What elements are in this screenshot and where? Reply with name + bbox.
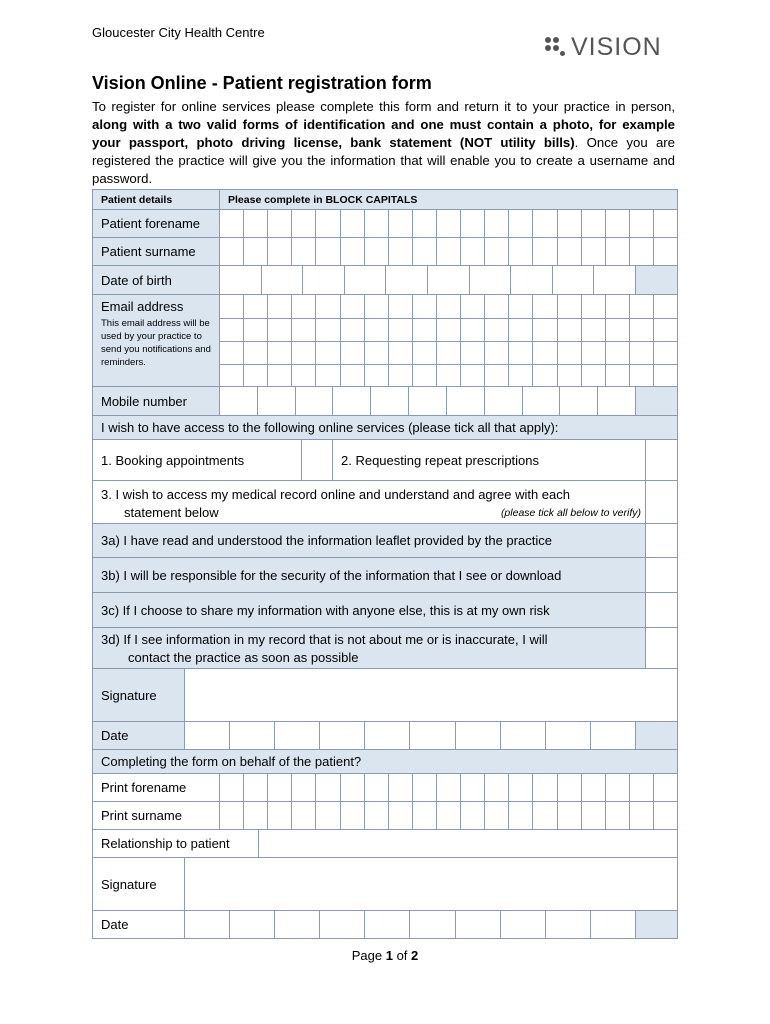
patient-surname-label: Patient surname bbox=[93, 238, 220, 265]
block-capitals-instruction: Please complete in BLOCK CAPITALS bbox=[220, 190, 677, 209]
statement-3b-row bbox=[92, 557, 678, 593]
mobile-label: Mobile number bbox=[93, 387, 220, 415]
statement-3b-checkbox[interactable] bbox=[645, 558, 677, 592]
vision-logo-text: VISION bbox=[571, 33, 662, 61]
booking-appointments-label: 1. Booking appointments bbox=[101, 452, 245, 468]
behalf-signature-field[interactable] bbox=[185, 858, 677, 910]
email-field-line-1[interactable] bbox=[220, 295, 677, 319]
behalf-signature-row bbox=[92, 857, 678, 911]
intro-text: To register for online services please complete this form and return it to your practice in person, along with a two valid forms of identification and one must contain a photo, for example your passport, photo driving license, bank statement (NOT utility bills). Once you are registered the practice will give you the information that will enable you to create a username and password. bbox=[92, 99, 676, 186]
patient-forename-label: Patient forename bbox=[93, 210, 220, 237]
email-note: This email address will be used by your practice to send you notifications and reminders. bbox=[101, 318, 211, 368]
repeat-prescriptions-checkbox[interactable] bbox=[645, 440, 677, 480]
statement-3d-label: 3d) If I see information in my record that is not about me or is inaccurate, I will bbox=[101, 632, 548, 647]
patient-forename-field[interactable] bbox=[220, 210, 677, 237]
dob-row bbox=[92, 265, 678, 295]
email-field-line-2[interactable] bbox=[220, 318, 677, 342]
behalf-heading: Completing the form on behalf of the patient? bbox=[92, 749, 678, 774]
patient-forename-row bbox=[92, 209, 678, 238]
behalf-date-label: Date bbox=[93, 911, 185, 938]
repeat-prescriptions-label: 2. Requesting repeat prescriptions bbox=[341, 452, 540, 468]
email-field-line-4[interactable] bbox=[220, 364, 677, 386]
practice-name: Gloucester City Health Centre bbox=[92, 25, 265, 40]
print-surname-field[interactable] bbox=[220, 802, 677, 829]
relationship-label: Relationship to patient bbox=[93, 830, 259, 857]
statement-3d-checkbox[interactable] bbox=[645, 628, 677, 668]
dob-field[interactable] bbox=[220, 266, 635, 294]
vision-logo-icon bbox=[545, 37, 567, 59]
mobile-row bbox=[92, 386, 678, 416]
print-surname-row bbox=[92, 801, 678, 830]
print-forename-row bbox=[92, 773, 678, 802]
behalf-date-row bbox=[92, 910, 678, 939]
services-row-3 bbox=[92, 480, 678, 524]
statement-3d-row bbox=[92, 627, 678, 669]
signature-date-label: Date bbox=[93, 722, 185, 749]
behalf-date-field[interactable] bbox=[185, 911, 635, 938]
signature-field[interactable] bbox=[185, 669, 677, 721]
mobile-field[interactable] bbox=[220, 387, 635, 415]
patient-details-header bbox=[92, 189, 678, 210]
verify-note: (please tick all below to verify) bbox=[500, 507, 641, 519]
signature-row bbox=[92, 668, 678, 722]
signature-date-row bbox=[92, 721, 678, 750]
services-row-1 bbox=[92, 439, 678, 481]
patient-surname-row bbox=[92, 237, 678, 266]
statement-3d-label-2: contact the practice as soon as possible bbox=[128, 650, 359, 665]
medical-record-label-2: statement below bbox=[124, 505, 219, 520]
statement-3c-label: 3c) If I choose to share my information with anyone else, this is at my own risk bbox=[93, 593, 645, 627]
patient-details-label: Patient details bbox=[93, 190, 220, 209]
services-heading: I wish to have access to the following online services (please tick all that apply): bbox=[92, 415, 678, 440]
email-label: Email address bbox=[101, 299, 184, 314]
statement-3a-row bbox=[92, 523, 678, 558]
statement-3a-label: 3a) I have read and understood the information leaflet provided by the practice bbox=[93, 524, 645, 557]
statement-3c-row bbox=[92, 592, 678, 628]
dob-label: Date of birth bbox=[93, 266, 220, 294]
email-field-line-3[interactable] bbox=[220, 341, 677, 365]
statement-3c-checkbox[interactable] bbox=[645, 593, 677, 627]
medical-record-label: 3. I wish to access my medical record online and understand and agree with each bbox=[101, 487, 570, 502]
medical-record-checkbox[interactable] bbox=[645, 481, 677, 523]
print-surname-label: Print surname bbox=[93, 802, 220, 829]
statement-3a-checkbox[interactable] bbox=[645, 524, 677, 557]
relationship-field[interactable] bbox=[259, 830, 677, 857]
behalf-signature-label: Signature bbox=[93, 858, 185, 910]
email-row bbox=[92, 294, 678, 387]
form-title: Vision Online - Patient registration form bbox=[92, 73, 432, 93]
print-forename-field[interactable] bbox=[220, 774, 677, 801]
vision-logo bbox=[545, 33, 670, 65]
signature-date-field[interactable] bbox=[185, 722, 635, 749]
print-forename-label: Print forename bbox=[93, 774, 220, 801]
statement-3b-label: 3b) I will be responsible for the security of the information that I see or download bbox=[93, 558, 645, 592]
page-number: Page 1 of 2 bbox=[351, 948, 419, 963]
signature-label: Signature bbox=[93, 669, 185, 721]
patient-surname-field[interactable] bbox=[220, 238, 677, 265]
booking-appointments-checkbox[interactable] bbox=[301, 440, 333, 480]
relationship-row bbox=[92, 829, 678, 858]
